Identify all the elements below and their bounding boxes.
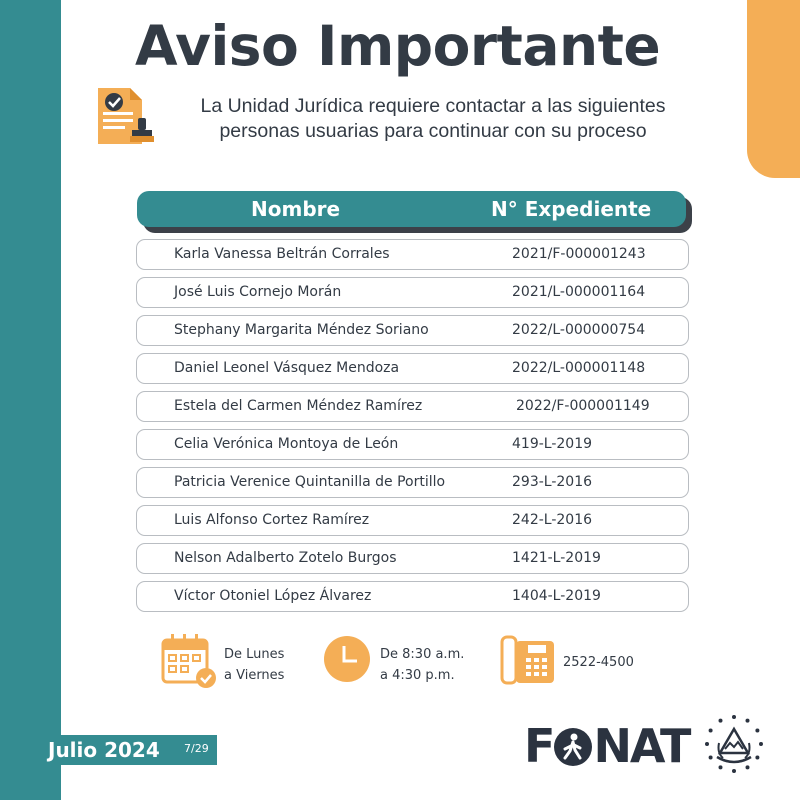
table-row <box>136 315 689 346</box>
left-accent-bar <box>0 0 61 800</box>
row-expediente: 1421-L-2019 <box>512 550 601 566</box>
phone-icon <box>500 635 556 685</box>
row-expediente: 1404-L-2019 <box>512 588 601 604</box>
fonat-logo <box>524 719 690 773</box>
column-header-expediente: N° Expediente <box>491 197 652 221</box>
phone-number: 2522-4500 <box>563 655 634 670</box>
page-title: Aviso Importante <box>135 14 661 78</box>
row-name: Nelson Adalberto Zotelo Burgos <box>174 550 397 566</box>
subtitle <box>158 94 708 144</box>
row-name: Karla Vanessa Beltrán Corrales <box>174 246 390 262</box>
table-row <box>136 429 689 460</box>
el-salvador-seal-icon <box>703 713 765 775</box>
row-expediente: 242-L-2016 <box>512 512 593 528</box>
hours-line-2: a 4:30 p.m. <box>380 668 455 683</box>
row-expediente: 419-L-2019 <box>512 436 593 452</box>
row-name: Stephany Margarita Méndez Soriano <box>174 322 429 338</box>
row-name: Celia Verónica Montoya de León <box>174 436 399 452</box>
table-row <box>136 353 689 384</box>
table-header <box>137 191 686 227</box>
row-name: Daniel Leonel Vásquez Mendoza <box>174 360 400 376</box>
row-expediente: 2021/F-000001243 <box>512 246 646 262</box>
row-name: Estela del Carmen Méndez Ramírez <box>174 398 423 414</box>
row-name: Víctor Otoniel López Álvarez <box>174 588 372 604</box>
footer-date-badge <box>41 735 217 765</box>
hours-text <box>380 644 464 686</box>
document-stamp-icon <box>94 84 158 150</box>
logo-text-right: NAT <box>593 719 690 773</box>
days-line-1: De Lunes <box>224 647 285 662</box>
table-row <box>136 467 689 498</box>
clock-icon <box>323 635 371 683</box>
subtitle-line-1: La Unidad Jurídica requiere contactar a las siguientes <box>200 95 666 117</box>
table-row <box>136 543 689 574</box>
logo-text-left: F <box>524 719 554 773</box>
logo-person-icon <box>554 728 592 766</box>
days-line-2: a Viernes <box>224 668 285 683</box>
footer-page-number: 7/29 <box>184 742 209 755</box>
row-name: José Luis Cornejo Morán <box>174 284 342 300</box>
row-expediente: 2022/F-000001149 <box>516 398 650 414</box>
column-header-nombre: Nombre <box>251 197 341 221</box>
hours-line-1: De 8:30 a.m. <box>380 647 465 662</box>
table-row <box>136 391 689 422</box>
row-expediente: 293-L-2016 <box>512 474 593 490</box>
calendar-icon <box>160 632 218 690</box>
footer-month: Julio 2024 <box>48 738 160 762</box>
days-text <box>224 644 284 686</box>
table-row <box>136 239 689 270</box>
row-name: Luis Alfonso Cortez Ramírez <box>174 512 370 528</box>
table-row <box>136 505 689 536</box>
table-body <box>136 239 689 619</box>
row-expediente: 2022/L-000001148 <box>512 360 646 376</box>
row-expediente: 2021/L-000001164 <box>512 284 646 300</box>
row-name: Patricia Verenice Quintanilla de Portillo <box>174 474 446 490</box>
table-row <box>136 581 689 612</box>
table-row <box>136 277 689 308</box>
subtitle-line-2: personas usuarias para continuar con su proceso <box>219 120 647 142</box>
row-expediente: 2022/L-000000754 <box>512 322 646 338</box>
